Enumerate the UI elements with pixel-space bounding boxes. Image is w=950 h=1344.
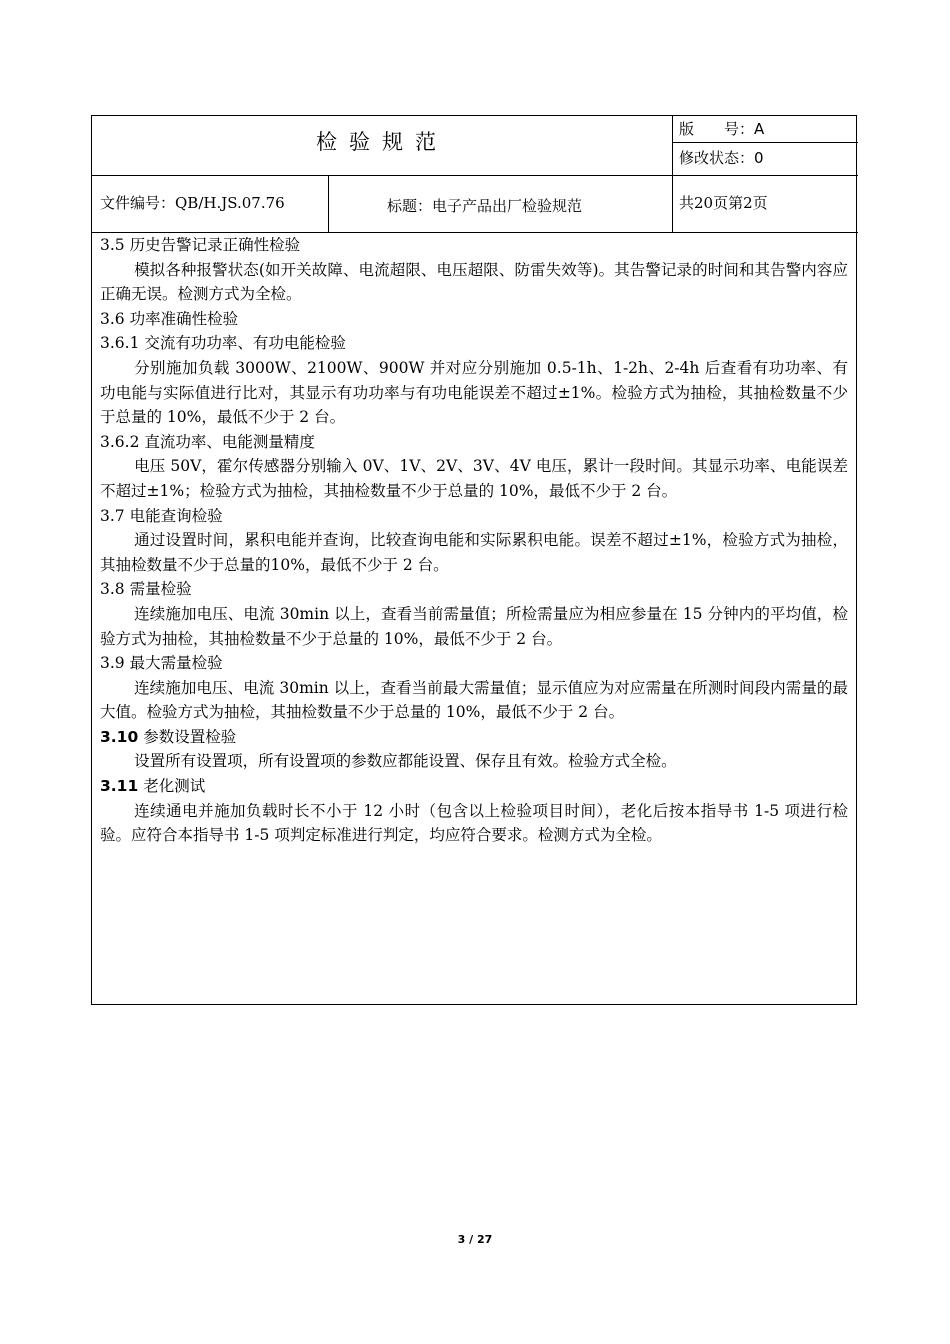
- section-title: 老化测试: [143, 777, 206, 796]
- page-count: 共20页第2页: [679, 194, 768, 212]
- section-heading: 3.9 最大需量检验: [100, 654, 223, 673]
- doc-number: 文件编号：QB/H.JS.07.76: [100, 194, 285, 212]
- revision-cell: [679, 148, 764, 168]
- paragraph: 连续施加电压、电流 30min 以上，查看当前需量值；所检需量应为相应参量在 15 分钟内的平均值，检验方式为抽检，其抽检数量不少于总量的 10%，最低不少于 2 台。: [100, 604, 848, 648]
- paragraph: 连续施加电压、电流 30min 以上，查看当前最大需量值；显示值应为对应需量在所测时间段内需量的最大值。检验方式为抽检，其抽检数量不少于总量的 10%，最低不少于 2 台。: [100, 678, 848, 722]
- section-heading: 3.6.1 交流有功功率、有功电能检验: [100, 334, 346, 353]
- paragraph: 分别施加负载 3000W、2100W、900W 并对应分别施加 0.5-1h、1-2h、2-4h 后查看有功功率、有功电能与实际值进行比对，其显示有功功率与有功电能误差不超过±1%。检验方式为抽检，其抽检数量不少于总量的 10%，最低不少于 2 台。: [100, 358, 848, 427]
- section-number: 3.11: [100, 777, 139, 796]
- section-heading: [100, 774, 848, 799]
- paragraph: 设置所有设置项，所有设置项的参数应都能设置、保存且有效。检验方式全检。: [134, 752, 677, 771]
- section-title: 参数设置检验: [143, 727, 237, 746]
- paragraph: 连续通电并施加负载时长不小于 12 小时（包含以上检验项目时间），老化后按本指导书 1-5 项进行检验。应符合本指导书 1-5 项判定标准进行判定，均应符合要求。检测方式为全检。: [100, 801, 848, 845]
- section-number: 3.10: [100, 727, 139, 746]
- paragraph: 通过设置时间，累积电能并查询，比较查询电能和实际累积电能。误差不超过±1%，检验方式为抽检，其抽检数量不少于总量的10%，最低不少于 2 台。: [100, 531, 848, 574]
- header-vertical-right: [672, 116, 673, 232]
- section-heading: 3.5 历史告警记录正确性检验: [100, 236, 301, 254]
- section-heading: 3.7 电能查询检验: [100, 506, 223, 525]
- header-divider-main: [92, 175, 858, 176]
- revision-label: 修改状态：: [679, 149, 755, 167]
- section-heading: 3.8 需量检验: [100, 580, 192, 599]
- header-divider-version: [672, 142, 858, 143]
- header-vertical-left: [328, 175, 329, 232]
- section-heading: [100, 725, 848, 750]
- paragraph: 模拟各种报警状态(如开关故障、电流超限、电压超限、防雷失效等)。其告警记录的时间和其告警内容应正确无误。检测方式为全检。: [100, 260, 848, 304]
- document-title: 检验规范: [316, 130, 448, 154]
- version-value: A: [754, 120, 765, 138]
- section-heading: 3.6.2 直流功率、电能测量精度: [100, 432, 315, 451]
- doc-subject: 标题：电子产品出厂检验规范: [387, 197, 583, 215]
- section-heading: 3.6 功率准确性检验: [100, 309, 239, 328]
- version-cell: [679, 119, 764, 139]
- document-frame: [91, 115, 857, 1005]
- document-body: [100, 233, 848, 848]
- revision-value: 0: [754, 149, 764, 167]
- version-label: 版 号：: [679, 120, 755, 138]
- page-indicator: 3 / 27: [457, 1233, 493, 1246]
- paragraph: 电压 50V，霍尔传感器分别输入 0V、1V、2V、3V、4V 电压，累计一段时间。其显示功率、电能误差不超过±1%；检验方式为抽检，其抽检数量不少于总量的 10%，最低不少于 2 台。: [100, 457, 848, 500]
